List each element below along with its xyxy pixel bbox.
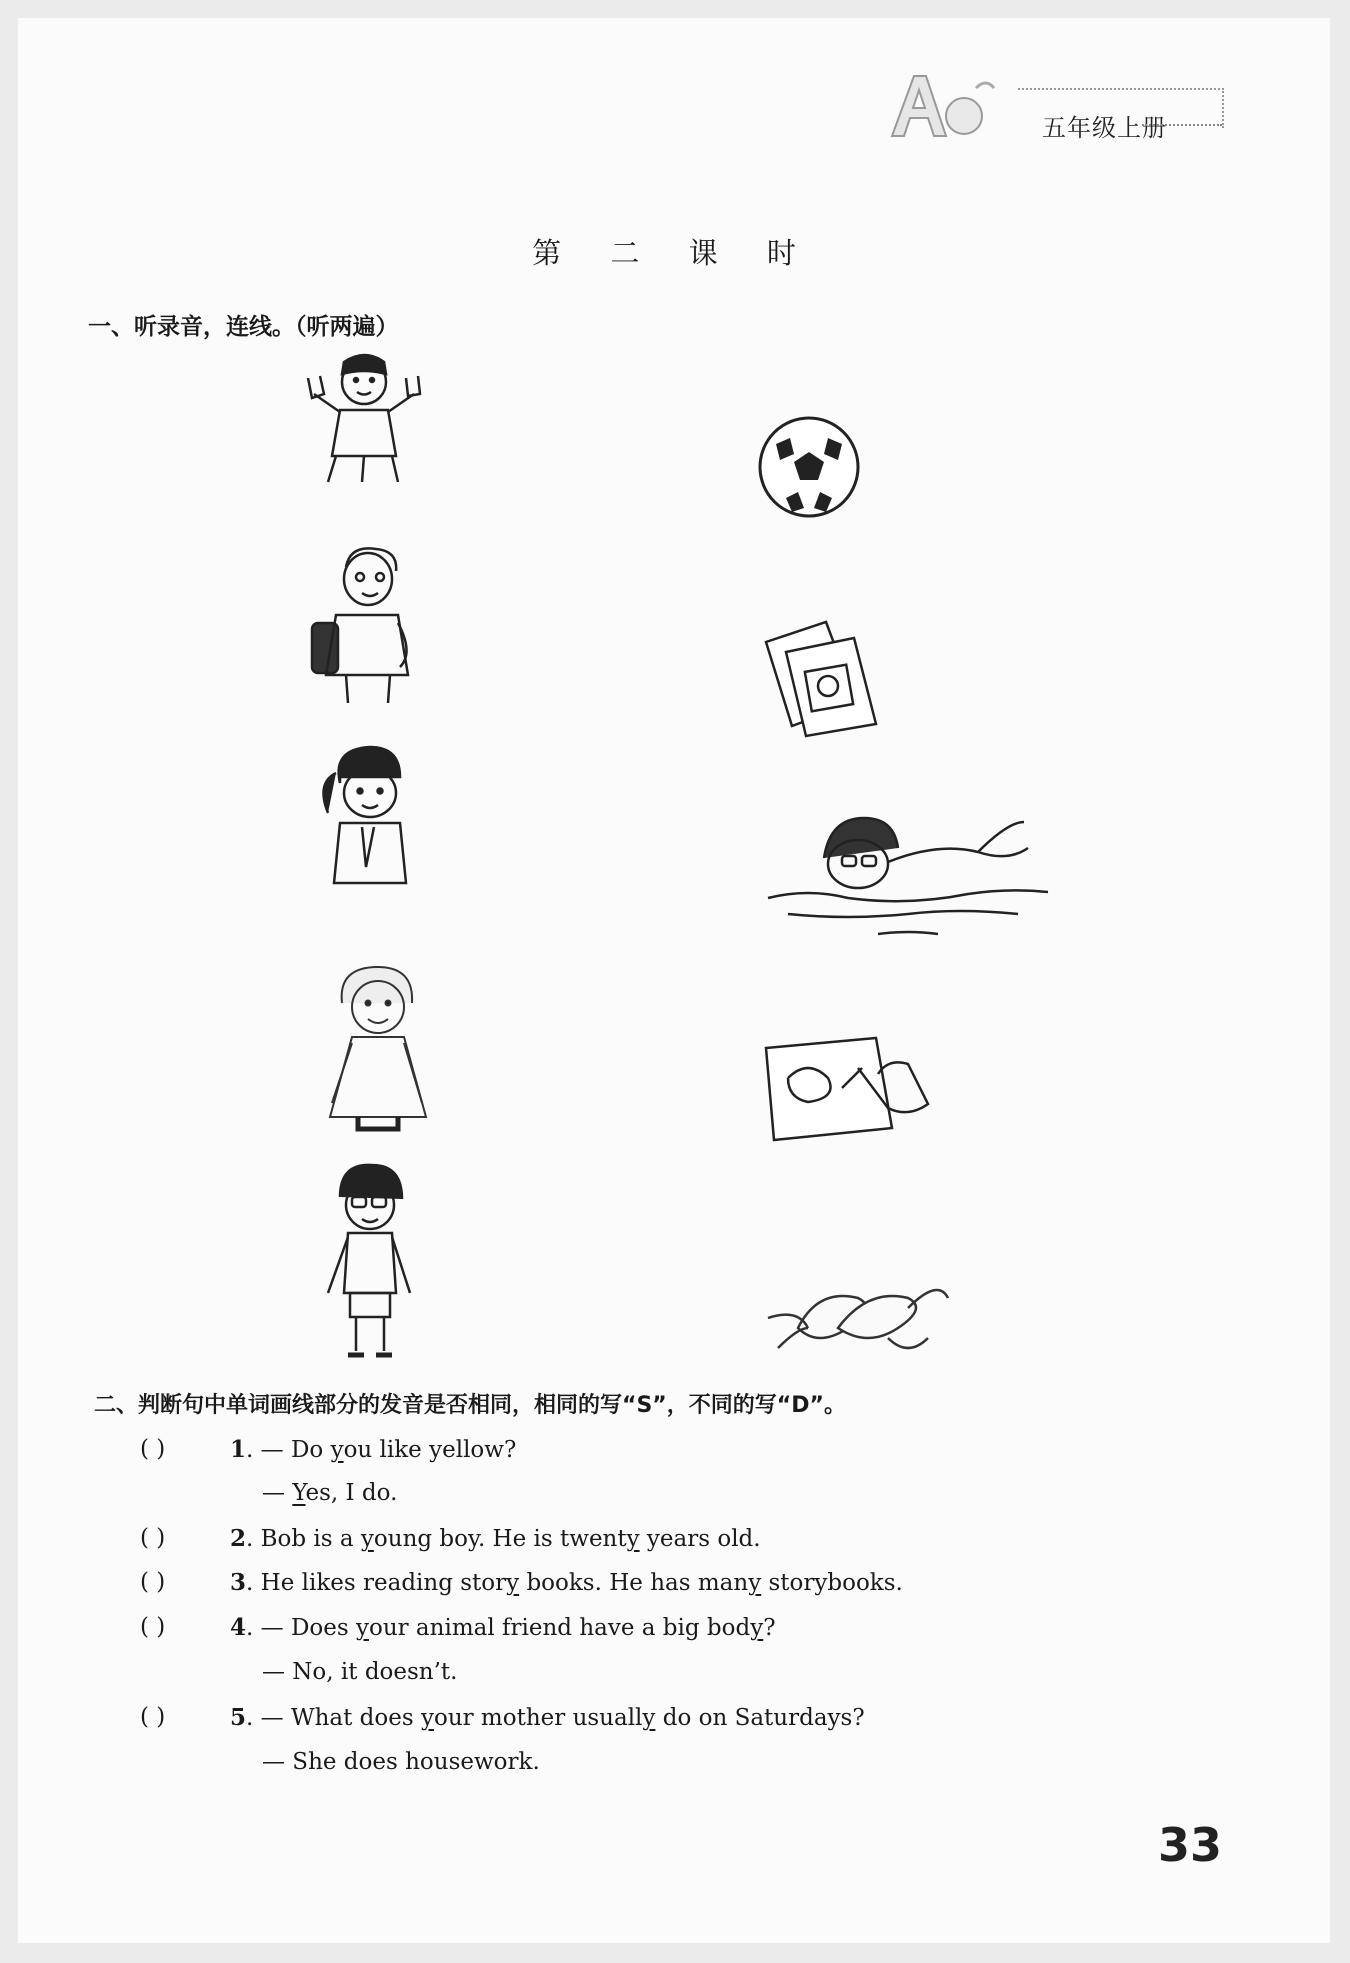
answer-blank-2[interactable]: ( ) [140, 1525, 166, 1551]
question-number: 5 [230, 1704, 247, 1731]
lesson-title: 第 二 课 时 [532, 236, 816, 270]
swimmer-icon [758, 798, 1078, 948]
girl-glasses-icon [310, 1163, 430, 1363]
books-icon [756, 608, 896, 748]
girl-ponytail-icon [306, 743, 436, 893]
question-4-answer: — No, it doesn’t. [262, 1659, 458, 1685]
boy-waving-icon [300, 348, 430, 483]
ballet-shoes-icon [758, 1268, 958, 1358]
workbook-page [18, 18, 1330, 1943]
drawing-icon [758, 1028, 938, 1148]
answer-blank-5[interactable]: ( ) [140, 1704, 166, 1730]
answer-blank-3[interactable]: ( ) [140, 1569, 166, 1595]
soccer-ball-icon [756, 414, 862, 520]
boy-backpack-icon [306, 543, 436, 703]
question-number: 2 [230, 1525, 247, 1552]
question-number: 1 [230, 1436, 247, 1463]
question-2: 2. Bob is a young boy. He is twenty years old. [230, 1525, 761, 1552]
answer-blank-4[interactable]: ( ) [140, 1614, 166, 1640]
question-4: 4. — Does your animal friend have a big body? [230, 1614, 776, 1641]
header-dots [1142, 124, 1222, 126]
question-1-answer: — Yes, I do. [262, 1480, 398, 1506]
question-number: 4 [230, 1614, 247, 1641]
question-number: 3 [230, 1569, 247, 1596]
question-1: 1. — Do you like yellow? [230, 1436, 517, 1463]
answer-blank-1[interactable]: ( ) [140, 1436, 166, 1462]
ab-logo-icon [880, 66, 1010, 146]
page-header [880, 66, 1240, 146]
page-number: 33 [1158, 1818, 1223, 1872]
grade-label: 五年级上册 [1042, 114, 1167, 142]
question-5: 5. — What does your mother usually do on Saturdays? [230, 1704, 865, 1731]
question-3: 3. He likes reading story books. He has many storybooks. [230, 1569, 903, 1596]
section1-title: 一、听录音，连线。（听两遍） [88, 314, 399, 340]
question-5-answer: — She does housework. [262, 1749, 540, 1775]
section2-title: 二、判断句中单词画线部分的发音是否相同，相同的写“S”，不同的写“D”。 [94, 1393, 846, 1418]
girl-dress-icon [318, 963, 438, 1133]
